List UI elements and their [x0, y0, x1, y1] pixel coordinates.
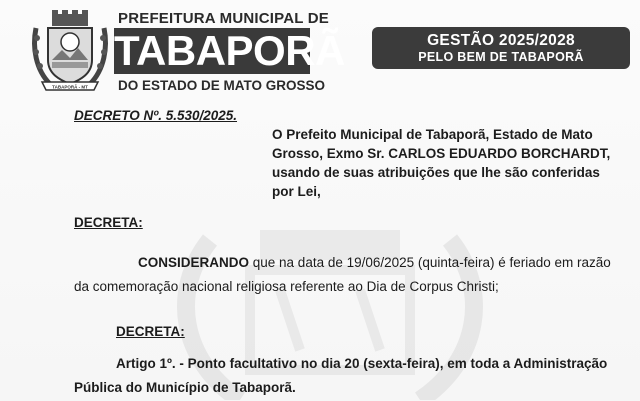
considerando-text-1: que na data de 19/06/2025 (quinta-feira) é feriado em razão	[249, 255, 611, 270]
brand-name-text: TABAPORÃ	[114, 27, 345, 74]
considerando-paragraph-line-1	[138, 255, 611, 270]
preamble-line-3: usando de suas atribuições que lhe são conferidas	[272, 165, 600, 180]
preamble-line-1: O Prefeito Municipal de Tabaporã, Estado de Mato	[272, 127, 593, 142]
decreta-heading-1: DECRETA:	[74, 215, 143, 230]
artigo-1-line-2: Pública do Município de Tabaporã.	[74, 380, 296, 395]
artigo-1-line-1: Artigo 1º. - Ponto facultativo no dia 20 (sexta-feira), em toda a Administração	[116, 356, 608, 371]
administration-period: GESTÃO 2025/2028	[427, 32, 575, 49]
considerando-paragraph-line-2: da comemoração nacional religiosa referente ao Dia de Corpus Christi;	[74, 279, 499, 294]
administration-slogan: PELO BEM DE TABAPORÃ	[418, 50, 584, 64]
brand-bottom-text: DO ESTADO DE MATO GROSSO	[118, 78, 326, 93]
decreta-heading-2: DECRETA:	[116, 324, 185, 339]
crest-ribbon-text: TABAPORÃ - MT	[52, 84, 88, 90]
preamble-line-2: Grosso, Exmo Sr. CARLOS EDUARDO BORCHARDT,	[272, 146, 611, 161]
administration-badge	[372, 27, 630, 69]
brand-top-text: PREFEITURA MUNICIPAL DE	[118, 10, 329, 27]
decree-number: DECRETO Nº. 5.530/2025.	[74, 108, 238, 123]
municipality-logo	[112, 8, 345, 94]
considerando-label: CONSIDERANDO	[138, 255, 250, 270]
coat-of-arms-icon	[30, 8, 110, 94]
preamble-line-4: por Lei,	[272, 184, 321, 199]
